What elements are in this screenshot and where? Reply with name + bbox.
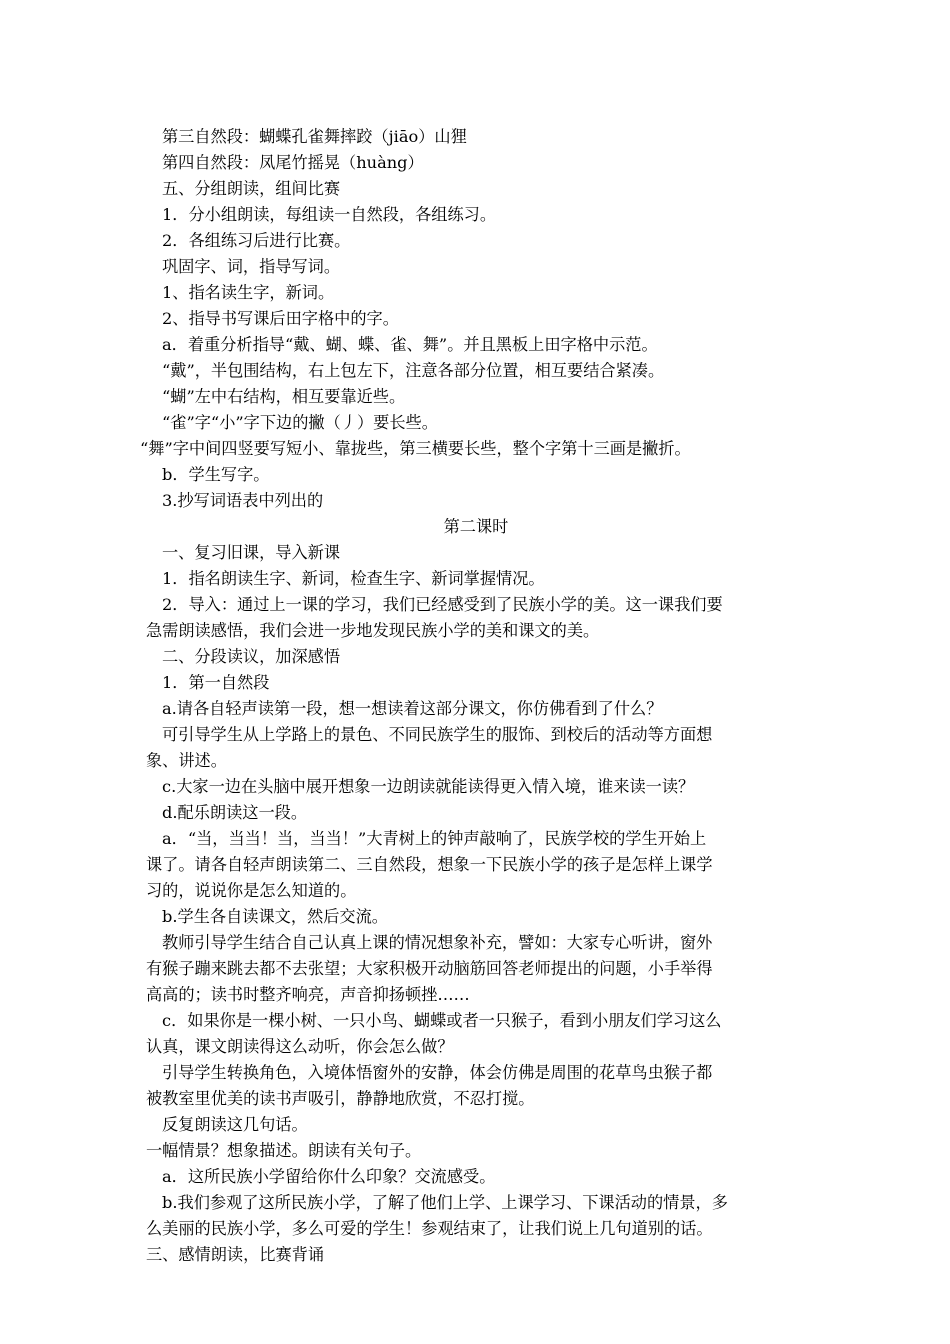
text-line: 巩固字、词，指导写词。 (162, 257, 341, 276)
text-line: d.配乐朗读这一段。 (162, 803, 308, 822)
text-line: b.我们参观了这所民族小学，了解了他们上学、上课学习、下课活动的情景，多 (162, 1193, 728, 1212)
text-line: 有猴子蹦来跳去都不去张望；大家积极开动脑筋回答老师提出的问题，小手举得 (146, 959, 713, 978)
text-line: 课了。请各自轻声朗读第二、三自然段，想象一下民族小学的孩子是怎样上课学 (146, 855, 713, 874)
text-line: 可引导学生从上学路上的景色、不同民族学生的服饰、到校后的活动等方面想 (162, 725, 713, 744)
text-line: a.请各自轻声读第一段，想一想读着这部分课文，你仿佛看到了什么？ (162, 699, 663, 718)
text-line: a．着重分析指导“戴、蝴、蝶、雀、舞”。并且黑板上田字格中示范。 (162, 335, 658, 354)
text-line: c．如果你是一棵小树、一只小鸟、蝴蝶或者一只猴子，看到小朋友们学习这么 (162, 1011, 722, 1030)
section-heading: 三、感情朗读，比赛背诵 (146, 1245, 325, 1264)
section-heading: 二、分段读议，加深感悟 (162, 647, 341, 666)
text-line: 么美丽的民族小学，多么可爱的学生！参观结束了，让我们说上几句道别的话。 (146, 1219, 713, 1238)
text-line: 急需朗读感悟，我们会进一步地发现民族小学的美和课文的美。 (146, 621, 600, 640)
text-line: 1．第一自然段 (162, 673, 270, 692)
text-line: 1．指名朗读生字、新词，检查生字、新词掌握情况。 (162, 569, 545, 588)
text-line: 第四自然段：凤尾竹摇晃（huàng） (162, 153, 424, 172)
text-line: “戴”，半包围结构，右上包左下，注意各部分位置，相互要结合紧凑。 (162, 361, 665, 380)
text-line: 象、讲述。 (146, 751, 227, 770)
text-line: “雀”字“小”字下边的撇（丿）要长些。 (162, 413, 438, 432)
text-line: c.大家一边在头脑中展开想象一边朗读就能读得更入情入境，谁来读一读？ (162, 777, 695, 796)
text-line: 1．分小组朗读，每组读一自然段，各组练习。 (162, 205, 497, 224)
section-heading: 五、分组朗读，组间比赛 (162, 179, 341, 198)
text-line: 一幅情景？想象描述。朗读有关句子。 (146, 1141, 422, 1160)
text-line: 3.抄写词语表中列出的 (162, 491, 324, 510)
text-line: 认真，课文朗读得这么动听，你会怎么做？ (146, 1037, 454, 1056)
text-line: 引导学生转换角色，入境体悟窗外的安静，体会仿佛是周围的花草鸟虫猴子都 (162, 1063, 713, 1082)
text-line: “舞”字中间四竖要写短小、靠拢些，第三横要长些，整个字第十三画是撇折。 (140, 439, 691, 458)
text-line: 反复朗读这几句话。 (162, 1115, 308, 1134)
text-line: 2．导入：通过上一课的学习，我们已经感受到了民族小学的美。这一课我们要 (162, 595, 723, 614)
text-line: 高高的；读书时整齐响亮，声音抑扬顿挫…… (146, 985, 470, 1004)
text-line: a．这所民族小学留给你什么印象？交流感受。 (162, 1167, 496, 1186)
text-line: b．学生写字。 (162, 465, 270, 484)
text-line: 教师引导学生结合自己认真上课的情况想象补充，譬如：大家专心听讲，窗外 (162, 933, 713, 952)
text-line: 被教室里优美的读书声吸引，静静地欣赏，不忍打搅。 (146, 1089, 535, 1108)
section-heading: 一、复习旧课，导入新课 (162, 543, 341, 562)
lesson-title: 第二课时 (443, 517, 509, 536)
text-line: b.学生各自读课文，然后交流。 (162, 907, 388, 926)
text-line: 第三自然段：蝴蝶孔雀舞摔跤（jiāo）山狸 (162, 127, 467, 146)
text-line: 2．各组练习后进行比赛。 (162, 231, 351, 250)
text-line: 2、指导书写课后田字格中的字。 (162, 309, 399, 328)
text-line: 习的，说说你是怎么知道的。 (146, 881, 357, 900)
text-line: 1、指名读生字，新词。 (162, 283, 335, 302)
text-line: a．“当，当当！当，当当！”大青树上的钟声敲响了，民族学校的学生开始上 (162, 829, 707, 848)
text-line: “蝴”左中右结构，相互要靠近些。 (162, 387, 406, 406)
